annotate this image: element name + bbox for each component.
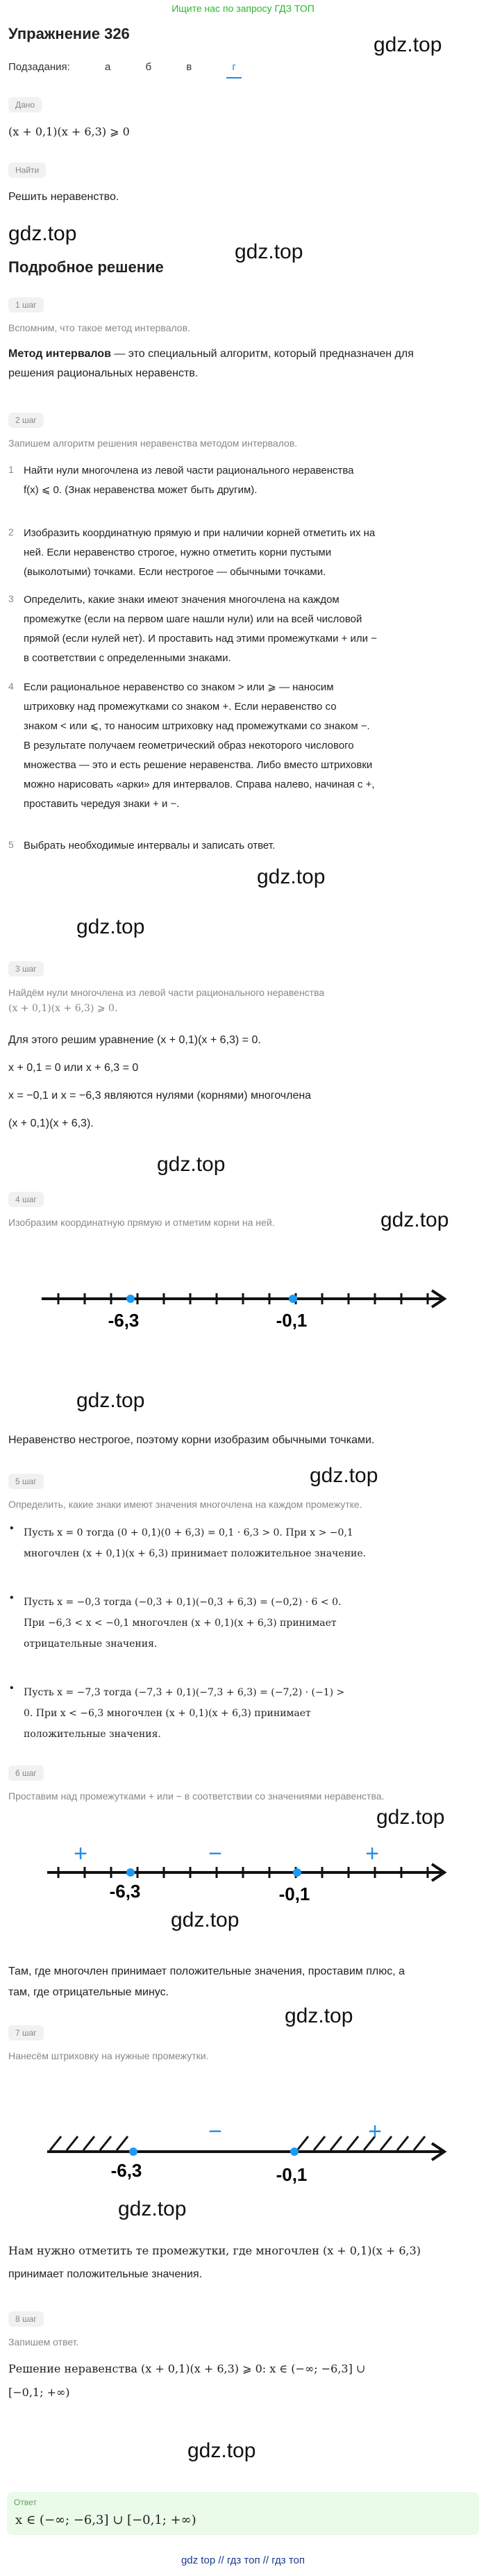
sign-plus-right: + bbox=[365, 1840, 379, 1867]
top-banner[interactable]: Ищите нас по запросу ГДЗ ТОП bbox=[171, 3, 315, 14]
root-label-right: -0,1 bbox=[276, 2164, 308, 2185]
item-line: Изобразить координатную прямую и при наличии корней отметить их на bbox=[24, 527, 376, 539]
sign-test-line: 0. При x < −6,3 многочлен (x + 0,1)(x + 6,3) принимает bbox=[24, 1708, 311, 1719]
item-number: 5 bbox=[8, 839, 14, 850]
watermark: gdz.top bbox=[310, 1464, 378, 1487]
watermark: gdz.top bbox=[235, 240, 303, 263]
subnav-label: Подзадания: bbox=[8, 61, 70, 73]
page-title: Упражнение 326 bbox=[8, 25, 130, 42]
watermark: gdz.top bbox=[76, 915, 145, 938]
step8-intro: Запишем ответ. bbox=[8, 2336, 79, 2348]
step6-after bbox=[8, 1961, 405, 2003]
watermark: gdz.top bbox=[76, 1389, 145, 1412]
step1-bold: Метод интервалов bbox=[8, 348, 111, 360]
bullet-icon: • bbox=[10, 1592, 14, 1604]
sign-test-line: отрицательные значения. bbox=[24, 1638, 158, 1650]
step4-after: Неравенство нестрогое, поэтому корни изобразим обычными точками. bbox=[8, 1434, 375, 1446]
dano-expression: (x + 0,1)(x + 6,3) ⩾ 0 bbox=[8, 125, 130, 138]
find-text: Решить неравенство. bbox=[8, 191, 119, 203]
root-point-right bbox=[290, 2147, 299, 2156]
step2-intro: Запишем алгоритм решения неравенства методом интервалов. bbox=[8, 438, 298, 449]
hatch-stroke bbox=[83, 2136, 94, 2150]
step3-line: (x + 0,1)(x + 6,3). bbox=[8, 1117, 94, 1129]
step7-after2: принимает положительные значения. bbox=[8, 2268, 203, 2280]
step6-after1: Там, где многочлен принимает положительные значения, проставим плюс, а bbox=[8, 1966, 405, 1977]
algorithm-item bbox=[8, 590, 480, 668]
hatch-stroke bbox=[414, 2136, 425, 2150]
hatching-right bbox=[297, 2136, 425, 2150]
step6-intro: Проставим над промежутками + или − в соответствии со значениями неравенства. bbox=[8, 1790, 385, 1802]
item-line: В результате получаем геометрический образ некоторого числового bbox=[24, 740, 354, 751]
step4-badge: 4 шаг bbox=[8, 1192, 44, 1207]
step5-intro: Определить, какие знаки имеют значения многочлена на каждом промежутке. bbox=[8, 1499, 362, 1510]
algorithm-item bbox=[8, 461, 480, 500]
watermark: gdz.top bbox=[374, 33, 442, 56]
item-line: ней. Если неравенство строгое, нужно отметить корни пустыми bbox=[24, 547, 332, 558]
subnav-item-a[interactable]: а bbox=[105, 61, 111, 73]
sign-test-line: многочлен (x + 0,1)(x + 6,3) принимает положительное значение. bbox=[24, 1548, 367, 1559]
step3-badge: 3 шаг bbox=[8, 961, 44, 977]
watermark: gdz.top bbox=[8, 222, 77, 245]
algorithm-item bbox=[8, 524, 480, 582]
answer-text: x ∈ (−∞; −6,3] ∪ [−0,1; +∞) bbox=[15, 2513, 196, 2527]
root-point-left bbox=[129, 2147, 137, 2156]
root-point-right bbox=[289, 1295, 297, 1303]
sign-plus-right: + bbox=[368, 2118, 382, 2145]
sign-minus-middle: − bbox=[208, 1840, 222, 1867]
item-line: прямой (если нулей нет). И проставить над этими промежутками + или − bbox=[24, 633, 377, 645]
root-label-left: -6,3 bbox=[109, 1881, 141, 1902]
subnav-item-g[interactable]: г bbox=[226, 61, 241, 78]
step8-badge: 8 шаг bbox=[8, 2311, 44, 2327]
algorithm-item bbox=[8, 836, 480, 856]
item-line: множества — это и есть решение неравенства. Либо вместо штриховки bbox=[24, 759, 373, 771]
root-label-right: -0,1 bbox=[278, 1884, 310, 1904]
hatch-stroke bbox=[100, 2136, 111, 2150]
item-line: промежутке (если на первом шаге нашли нули) или на всей числовой bbox=[24, 613, 362, 625]
step3-line: Для этого решим уравнение (x + 0,1)(x + 6,3) = 0. bbox=[8, 1034, 261, 1046]
find-badge: Найти bbox=[8, 163, 46, 178]
item-line: (выколотыми) точками. Если нестрогое — обычными точками. bbox=[24, 566, 326, 578]
root-label-right: -0,1 bbox=[276, 1310, 308, 1331]
item-line: Найти нули многочлена из левой части рационального неравенства bbox=[24, 465, 354, 476]
step1-text1: — это специальный алгоритм, который предназначен для bbox=[110, 348, 414, 360]
detailed-title: Подробное решение bbox=[8, 258, 164, 276]
number-line-2 bbox=[0, 1838, 486, 1907]
item-number: 4 bbox=[8, 681, 14, 692]
subnav-item-v[interactable]: в bbox=[186, 61, 192, 73]
hatch-stroke bbox=[397, 2136, 408, 2150]
step5-badge: 5 шаг bbox=[8, 1474, 44, 1489]
step8-line1: Решение неравенства (x + 0,1)(x + 6,3) ⩾ 0: x ∈ (−∞; −6,3] ∪ bbox=[8, 2362, 366, 2375]
root-label-left: -6,3 bbox=[108, 1310, 140, 1331]
step1-text2: решения рациональных неравенств. bbox=[8, 367, 199, 379]
step3-intro1: Найдём нули многочлена из левой части рационального неравенства bbox=[8, 987, 325, 998]
footer-links[interactable]: gdz top // гдз топ // гдз топ bbox=[181, 2554, 305, 2566]
watermark: gdz.top bbox=[380, 1208, 449, 1231]
item-number: 3 bbox=[8, 593, 14, 604]
item-line: в соответствии с определенными знаками. bbox=[24, 652, 231, 664]
step8-line2: [−0,1; +∞) bbox=[8, 2386, 70, 2399]
subnav-item-b[interactable]: б bbox=[145, 61, 152, 73]
item-line: можно нарисовать «арки» для интервалов. Справа налево, начиная с +, bbox=[24, 779, 375, 790]
item-number: 1 bbox=[8, 464, 14, 475]
hatch-stroke bbox=[50, 2136, 61, 2150]
step1-intro: Вспомним, что такое метод интервалов. bbox=[8, 322, 190, 333]
hatching-left bbox=[50, 2136, 128, 2150]
step1-badge: 1 шаг bbox=[8, 297, 44, 313]
watermark: gdz.top bbox=[285, 2004, 353, 2027]
sign-test-item bbox=[8, 1592, 480, 1654]
algorithm-item bbox=[8, 678, 480, 814]
hatch-stroke bbox=[117, 2136, 128, 2150]
root-label-left: -6,3 bbox=[110, 2160, 142, 2181]
step7-badge: 7 шаг bbox=[8, 2025, 44, 2041]
hatch-stroke bbox=[380, 2136, 392, 2150]
item-number: 2 bbox=[8, 526, 14, 538]
item-line: штриховку над промежутками со знаком +. Если неравенство со bbox=[24, 701, 337, 713]
item-line: Если рациональное неравенство со знаком > или ⩾ — наносим bbox=[24, 681, 334, 693]
step3-line: x + 0,1 = 0 или x + 6,3 = 0 bbox=[8, 1062, 139, 1074]
sign-test-line: Пусть x = −7,3 тогда (−7,3 + 0,1)(−7,3 + 6,3) = (−7,2) · (−1) > bbox=[24, 1687, 345, 1698]
hatch-stroke bbox=[314, 2136, 325, 2150]
item-line: Определить, какие знаки имеют значения многочлена на каждом bbox=[24, 594, 340, 606]
step3-line: x = −0,1 и x = −6,3 являются нулями (корнями) многочлена bbox=[8, 1090, 312, 1102]
step4-intro: Изобразим координатную прямую и отметим корни на ней. bbox=[8, 1217, 275, 1228]
watermark: gdz.top bbox=[157, 1153, 226, 1176]
sign-test-item bbox=[8, 1682, 480, 1745]
watermark: gdz.top bbox=[187, 2439, 256, 2462]
sign-test-line: Пусть x = 0 тогда (0 + 0,1)(0 + 6,3) = 0,1 · 6,3 > 0. При x > −0,1 bbox=[24, 1527, 353, 1538]
step3-lines bbox=[8, 1027, 311, 1138]
hatch-stroke bbox=[330, 2136, 342, 2150]
item-line: знаком < или ⩽, то наносим штриховку над промежутками со знаком −. bbox=[24, 720, 370, 732]
step6-after2: там, где отрицательные минус. bbox=[8, 1986, 169, 1998]
watermark: gdz.top bbox=[257, 865, 326, 888]
sign-test-line: положительные значения. bbox=[24, 1729, 161, 1740]
bullet-icon: • bbox=[10, 1522, 14, 1534]
root-point-left bbox=[126, 1868, 135, 1877]
step8-answer bbox=[8, 2357, 365, 2404]
bullet-icon: • bbox=[10, 1682, 14, 1694]
hatch-stroke bbox=[347, 2136, 358, 2150]
answer-box bbox=[7, 2492, 479, 2535]
step7-after bbox=[8, 2239, 421, 2286]
item-line: проставить чередуя знаки + и −. bbox=[24, 798, 180, 810]
watermark: gdz.top bbox=[118, 2197, 187, 2220]
sign-minus-middle: − bbox=[208, 2118, 222, 2145]
step1-definition bbox=[8, 344, 480, 383]
step3-intro2: (x + 0,1)(x + 6,3) ⩾ 0. bbox=[8, 1003, 118, 1014]
step6-badge: 6 шаг bbox=[8, 1765, 44, 1781]
step7-intro: Нанесём штриховку на нужные промежутки. bbox=[8, 2050, 209, 2061]
subtask-nav bbox=[8, 61, 274, 73]
answer-badge: Ответ bbox=[14, 2498, 37, 2507]
number-line-3 bbox=[0, 2111, 486, 2188]
hatch-stroke bbox=[297, 2136, 308, 2150]
watermark: gdz.top bbox=[376, 1806, 445, 1829]
step7-after1: Нам нужно отметить те промежутки, где многочлен (x + 0,1)(x + 6,3) bbox=[8, 2244, 421, 2257]
sign-test-line: Пусть x = −0,3 тогда (−0,3 + 0,1)(−0,3 + 6,3) = (−0,2) · 6 < 0. bbox=[24, 1597, 342, 1608]
step2-badge: 2 шаг bbox=[8, 413, 44, 428]
number-line-1 bbox=[0, 1278, 486, 1340]
step3-intro bbox=[8, 985, 324, 1016]
sign-plus-left: + bbox=[74, 1840, 87, 1867]
root-point-right bbox=[293, 1868, 301, 1877]
item-line: Выбрать необходимые интервалы и записать ответ. bbox=[24, 840, 276, 851]
item-line: f(x) ⩽ 0. (Знак неравенства может быть другим). bbox=[24, 484, 258, 496]
sign-test-item bbox=[8, 1522, 480, 1564]
root-point-left bbox=[126, 1295, 135, 1303]
dano-badge: Дано bbox=[8, 97, 42, 113]
watermark: gdz.top bbox=[171, 1909, 240, 1931]
sign-test-line: При −6,3 < x < −0,1 многочлен (x + 0,1)(x + 6,3) принимает bbox=[24, 1618, 337, 1629]
hatch-stroke bbox=[67, 2136, 78, 2150]
